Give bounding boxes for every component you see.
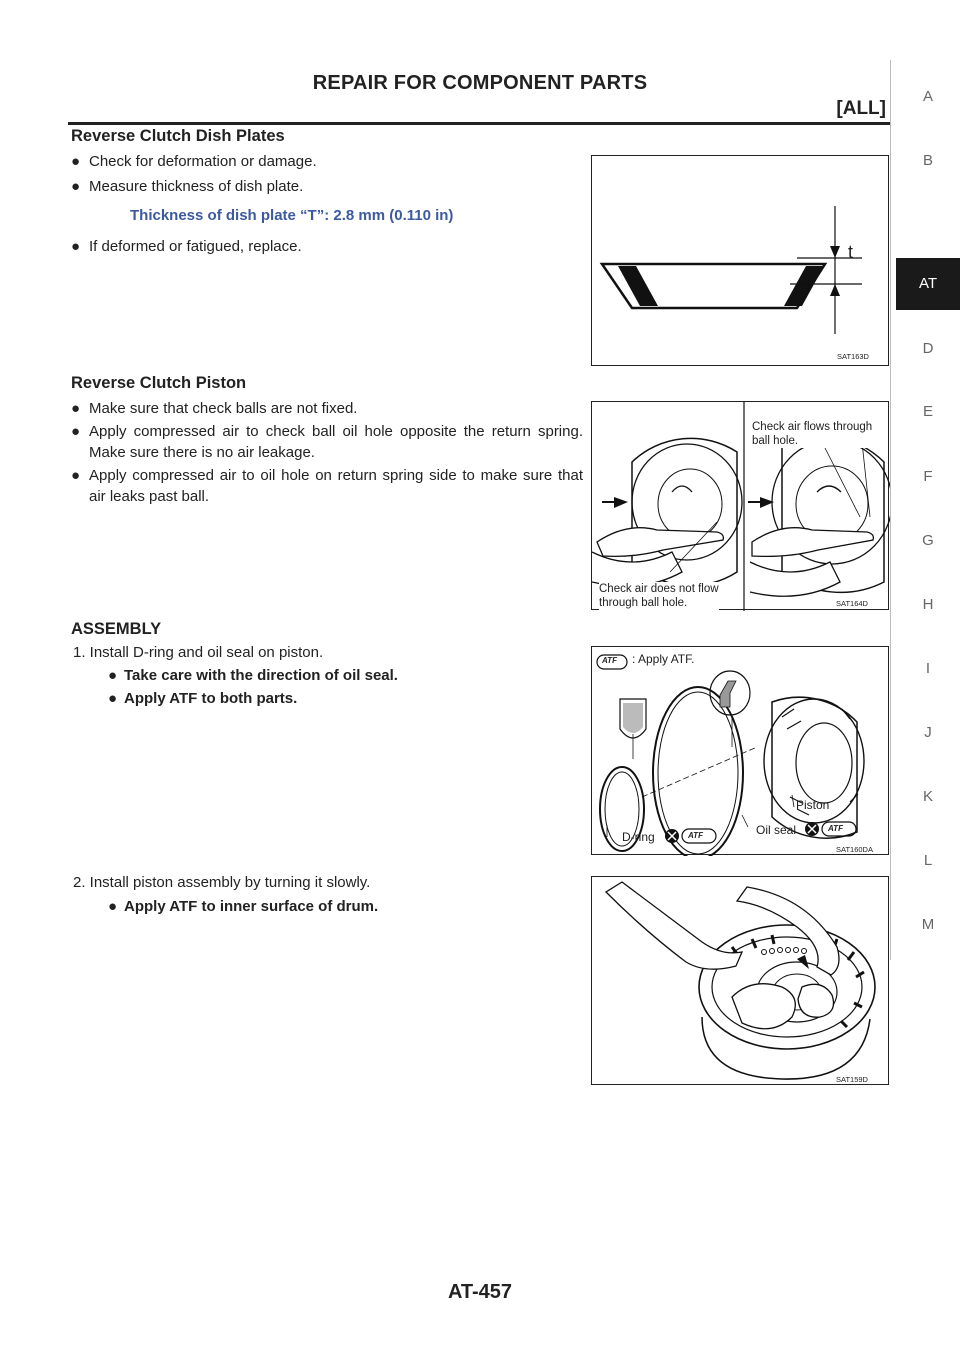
side-index-h[interactable]: H <box>922 596 934 613</box>
page-number: AT-457 <box>447 1281 513 1303</box>
header-rule <box>68 122 890 125</box>
dish-plate-drawing <box>592 156 890 367</box>
figure-code: SAT160DA <box>836 845 873 854</box>
bullet-item: ● Apply compressed air to check ball oil hole opposite the return spring. Make sure there is no air leakage. <box>71 423 583 461</box>
figure-code: SAT163D <box>837 352 869 361</box>
step-1: 1. Install D-ring and oil seal on piston. <box>73 644 324 661</box>
side-index-g[interactable]: G <box>922 532 934 549</box>
side-index-m[interactable]: M <box>921 916 935 933</box>
bullet-item: ● Make sure that check balls are not fixed. <box>71 400 358 417</box>
label-air-flows: Check air flows through ball hole. <box>752 421 873 447</box>
step-2: 2. Install piston assembly by turning it slowly. <box>73 874 371 891</box>
oilseal-label: Oil seal <box>756 823 797 837</box>
atf-badge: ATF <box>828 824 843 833</box>
sub-bullet: ● Take care with the direction of oil seal. <box>108 667 398 684</box>
figure-code: SAT159D <box>836 1075 868 1084</box>
piston-label: Piston <box>796 798 830 812</box>
figure-piston-air-check <box>591 401 889 610</box>
bullet-item: ● If deformed or fatigued, replace. <box>71 238 302 255</box>
atf-badge: ATF <box>602 656 617 665</box>
sub-bullet: ● Apply ATF to inner surface of drum. <box>108 898 379 915</box>
label-air-does-not-flow: Check air does not flow through ball hole. <box>599 583 719 609</box>
side-index-at[interactable]: AT <box>896 258 960 310</box>
side-index-f[interactable]: F <box>923 468 933 485</box>
figure-dish-plate <box>591 155 889 366</box>
bullet-item: ● Apply compressed air to oil hole on return spring side to make sure that air leaks past ball. <box>71 467 583 505</box>
side-index-i[interactable]: I <box>925 660 931 677</box>
side-index-j[interactable]: J <box>924 724 932 741</box>
side-divider <box>890 60 891 960</box>
side-index-e[interactable]: E <box>922 403 933 420</box>
section-heading-dish-plates: Reverse Clutch Dish Plates <box>71 127 285 145</box>
side-index-a[interactable]: A <box>922 88 933 105</box>
dring-label: D-ring <box>622 830 655 844</box>
bullet-item: ● Measure thickness of dish plate. <box>71 178 304 195</box>
bullet-item: ● Check for deformation or damage. <box>71 153 317 170</box>
side-index-l[interactable]: L <box>923 852 933 869</box>
section-heading-piston: Reverse Clutch Piston <box>71 374 247 392</box>
sub-bullet: ● Apply ATF to both parts. <box>108 690 298 707</box>
apply-atf-legend: : Apply ATF. <box>632 652 695 666</box>
page-subtitle: [ALL] <box>836 98 886 119</box>
figure-code: SAT164D <box>836 599 868 608</box>
side-index-b[interactable]: B <box>922 152 933 169</box>
atf-badge: ATF <box>688 831 703 840</box>
dring-oilseal-drawing <box>592 647 890 856</box>
figure-dring-oilseal <box>591 646 889 855</box>
page-title: REPAIR FOR COMPONENT PARTS <box>312 72 648 94</box>
section-heading-assembly: ASSEMBLY <box>71 620 162 638</box>
side-index-d[interactable]: D <box>922 340 934 357</box>
side-index-k[interactable]: K <box>922 788 933 805</box>
thickness-label: t <box>848 242 854 262</box>
piston-install-drawing <box>592 877 890 1086</box>
figure-piston-install <box>591 876 889 1085</box>
spec-thickness: Thickness of dish plate “T”: 2.8 mm (0.110 in) <box>130 207 454 224</box>
